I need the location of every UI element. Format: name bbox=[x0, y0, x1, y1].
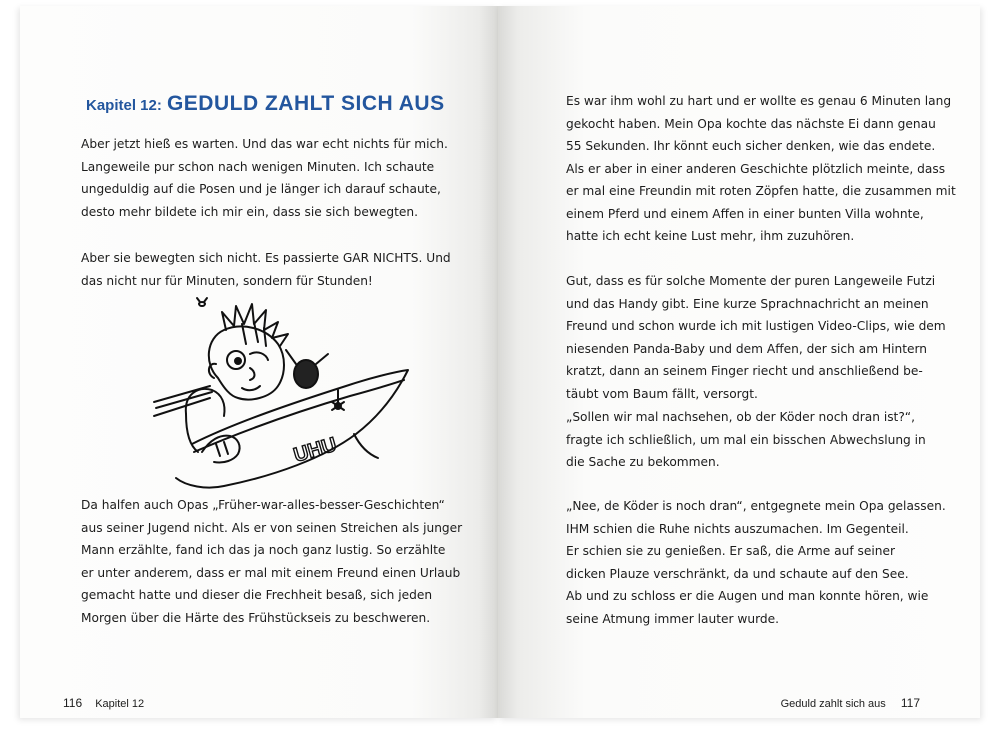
text-line: desto mehr bildete ich mir ein, dass sie sich bewegten. bbox=[81, 204, 418, 219]
text-line: Aber jetzt hieß es warten. Und das war echt nichts für mich. bbox=[81, 137, 448, 151]
text-line: fragte ich schließlich, um mal ein bisschen Abwechslung in bbox=[566, 432, 926, 447]
paragraph bbox=[81, 133, 448, 223]
text-line: ungeduldig auf die Posen und je länger ich darauf schaute, bbox=[81, 182, 441, 196]
text-line: niesenden Panda-Baby und dem Affen, der sich am Hintern bbox=[566, 341, 928, 356]
text-line: er mal eine Freundin mit roten Zöpfen hatte, die zusammen mit bbox=[566, 184, 956, 198]
text-line: Als er aber in einer anderen Geschichte plötzlich meinte, dass bbox=[566, 161, 946, 176]
chapter-label: Kapitel 12: bbox=[86, 97, 162, 114]
paragraph bbox=[81, 247, 451, 292]
text-line: Da halfen auch Opas „Früher-war-alles-besser-Geschichten“ bbox=[81, 498, 445, 512]
page-number: 117 bbox=[900, 696, 920, 710]
text-line: einem Pferd und einem Affen in einer bunten Villa wohnte, bbox=[566, 206, 924, 221]
left-page bbox=[20, 6, 498, 718]
text-line: 55 Sekunden. Ihr könnt euch sicher denken, wie das endete. bbox=[566, 139, 936, 153]
text-line: Es war ihm wohl zu hart und er wollte es genau 6 Minuten lang bbox=[566, 94, 952, 108]
text-line: hatte ich echt keine Lust mehr, ihm zuzuhören. bbox=[566, 229, 855, 243]
paragraph bbox=[81, 494, 462, 629]
text-line: Ab und zu schloss er die Augen und man konnte hören, wie bbox=[566, 589, 929, 603]
chapter-heading bbox=[86, 92, 445, 116]
text-line: Mann erzählte, fand ich das ja noch ganz lustig. So erzählte bbox=[81, 543, 446, 557]
fly-icon bbox=[197, 298, 207, 306]
text-line: kratzt, dann an seinem Finger riecht und anschließend be- bbox=[566, 364, 923, 378]
paragraph bbox=[566, 90, 956, 248]
text-line: seine Atmung immer lauter wurde. bbox=[566, 611, 780, 626]
page-footer bbox=[781, 696, 920, 710]
paragraph bbox=[566, 270, 946, 405]
text-line: Aber sie bewegten sich nicht. Es passierte GAR NICHTS. Und bbox=[81, 251, 451, 265]
text-line: die Sache zu bekommen. bbox=[566, 455, 720, 469]
paragraph bbox=[566, 406, 926, 474]
text-line: dicken Plauze verschränkt, da und schaute auf den See. bbox=[566, 566, 909, 581]
text-line: IHM schien die Ruhe nichts auszumachen. Im Gegenteil. bbox=[566, 521, 909, 536]
text-line: das nicht nur für Minuten, sondern für Stunden! bbox=[81, 273, 373, 288]
running-head: Kapitel 12 bbox=[95, 698, 145, 710]
text-line: und das Handy gibt. Eine kurze Sprachnachricht an meinen bbox=[566, 296, 929, 311]
text-line: Gut, dass es für solche Momente der puren Langeweile Futzi bbox=[566, 274, 936, 288]
text-line: aus seiner Jugend nicht. Als er von seinen Streichen als junger bbox=[81, 520, 463, 535]
boat-label: UHU bbox=[291, 433, 340, 467]
chapter-title: GEDULD ZAHLT SICH AUS bbox=[166, 92, 445, 115]
text-line: er unter anderem, dass er mal mit einem Freund einen Urlaub bbox=[81, 565, 461, 580]
right-page bbox=[498, 6, 980, 718]
text-line: Morgen über die Härte des Frühstückseis zu beschweren. bbox=[81, 610, 431, 625]
running-head: Geduld zahlt sich aus bbox=[780, 698, 886, 710]
text-line: täubt vom Baum fällt, versorgt. bbox=[566, 386, 758, 401]
boy-in-boat-illustration bbox=[146, 294, 416, 490]
text-line: „Nee, de Köder is noch dran“, entgegnete mein Opa gelassen. bbox=[566, 499, 946, 513]
text-line: Freund und schon wurde ich mit lustigen Video-Clips, wie dem bbox=[566, 319, 946, 333]
text-line: gemacht hatte und dieser die Frechheit besaß, sich jeden bbox=[81, 588, 433, 602]
page-number: 116 bbox=[63, 696, 83, 710]
paragraph bbox=[566, 495, 946, 630]
text-line: gekocht haben. Mein Opa kochte das nächste Ei dann genau bbox=[566, 116, 936, 131]
page-footer bbox=[63, 696, 144, 710]
text-line: Er schien sie zu genießen. Er saß, die Arme auf seiner bbox=[566, 544, 895, 558]
text-line: „Sollen wir mal nachsehen, ob der Köder noch dran ist?“, bbox=[566, 410, 915, 424]
text-line: Langeweile pur schon nach wenigen Minuten. Ich schaute bbox=[81, 159, 435, 174]
